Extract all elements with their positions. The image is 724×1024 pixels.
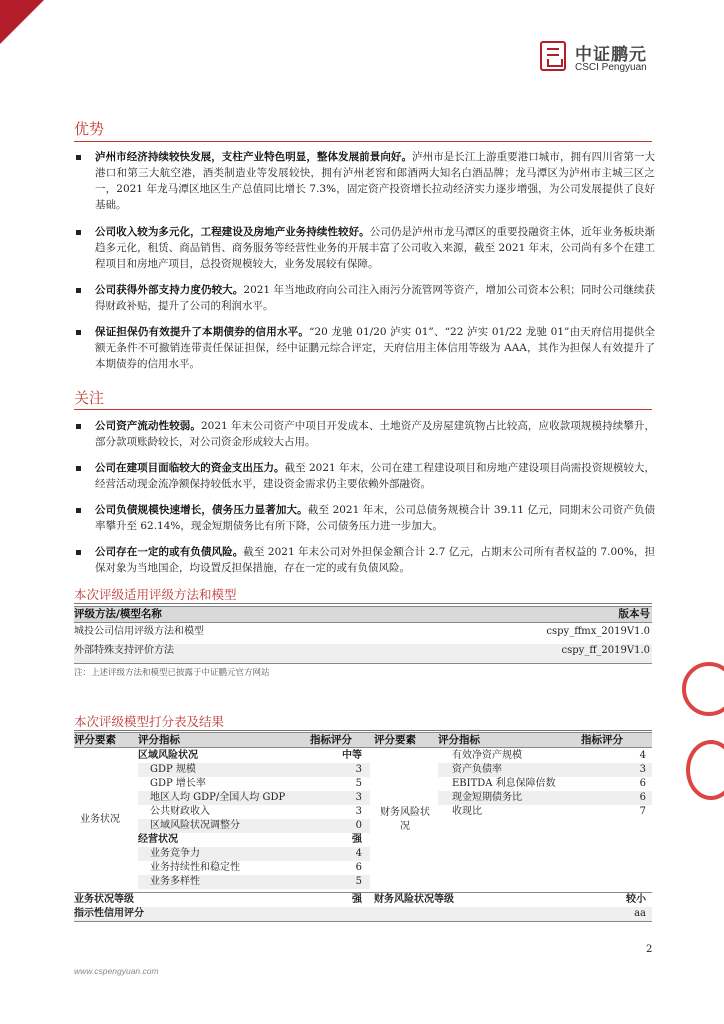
left-indicator: 区域风险状况 bbox=[138, 750, 198, 761]
footer-url: www.cspengyuan.com bbox=[74, 966, 159, 976]
financial-level-value: 较小 bbox=[626, 894, 646, 905]
header-factor-left: 评分要素 bbox=[74, 734, 116, 746]
right-indicator: 有效净资产规模 bbox=[452, 750, 522, 761]
advantage-item-text: “20 龙驰 01/20 泸实 01”、“22 泸实 01/22 龙驰 01”由天府信用提供全额无条件不可撤销连带责任保证担保，经中证鹏元综合评定，天府信用主体信用等级为 AAA，其作为担保人有效提升了本期债券的信用水平。 bbox=[95, 326, 656, 370]
header-indicator-right: 评分指标 bbox=[438, 734, 480, 746]
bullet-icon bbox=[76, 288, 81, 293]
scoring-title-divider bbox=[74, 730, 652, 731]
advantage-item bbox=[95, 224, 655, 272]
left-indicator: 区域风险状况调整分 bbox=[150, 820, 240, 831]
concern-item-heading: 公司在建项目面临较大的资金支出压力。 bbox=[95, 462, 285, 474]
right-score: 4 bbox=[639, 750, 646, 761]
advantage-item bbox=[95, 324, 655, 372]
bullet-icon bbox=[76, 466, 81, 471]
company-logo-icon bbox=[540, 41, 566, 71]
left-score: 强 bbox=[352, 834, 362, 845]
right-indicator: 资产负债率 bbox=[452, 764, 502, 775]
advantage-item bbox=[95, 282, 655, 314]
methods-table-title: 本次评级适用评级方法和模型 bbox=[74, 587, 237, 602]
advantages-title: 优势 bbox=[74, 120, 105, 138]
advantage-item-heading: 保证担保仍有效提升了本期债券的信用水平。 bbox=[95, 326, 310, 338]
right-score: 3 bbox=[639, 764, 646, 775]
concern-item bbox=[95, 502, 655, 534]
right-score: 6 bbox=[639, 778, 646, 789]
left-indicator: 业务竞争力 bbox=[150, 848, 200, 859]
advantage-item-heading: 公司收入较为多元化，工程建设及房地产业务持续性较好。 bbox=[95, 226, 370, 238]
left-score: 0 bbox=[355, 820, 362, 831]
bullet-icon bbox=[76, 155, 81, 160]
indicative-row bbox=[74, 907, 652, 921]
scoring-table-header bbox=[74, 732, 652, 748]
summary-row bbox=[74, 893, 652, 907]
logo-english-name: CSCI Pengyuan bbox=[575, 62, 647, 73]
bullet-icon bbox=[76, 508, 81, 513]
right-score: 6 bbox=[639, 792, 646, 803]
page-number: 2 bbox=[646, 944, 653, 955]
left-score: 3 bbox=[355, 764, 362, 775]
left-score: 6 bbox=[355, 862, 362, 873]
bullet-icon bbox=[76, 330, 81, 335]
methods-header-version: 版本号 bbox=[618, 608, 650, 620]
financial-factor-label: 财务风险状况 bbox=[380, 807, 430, 832]
seal-stamp-icon bbox=[682, 662, 724, 716]
table-row bbox=[74, 644, 652, 663]
advantage-item-heading: 公司获得外部支持力度仍较大。 bbox=[95, 284, 244, 296]
business-level-value: 强 bbox=[352, 894, 362, 905]
concern-item-heading: 公司负债规模快速增长，债务压力显著加大。 bbox=[95, 504, 308, 516]
scoring-table-title: 本次评级模型打分表及结果 bbox=[74, 714, 225, 729]
methods-bottom-rule bbox=[74, 663, 652, 664]
left-indicator: 业务多样性 bbox=[150, 876, 200, 887]
left-indicator: GDP 规模 bbox=[150, 764, 196, 775]
methods-title-divider bbox=[74, 603, 652, 604]
header-indicator-left: 评分指标 bbox=[138, 734, 180, 746]
table-row bbox=[74, 625, 652, 644]
method-name: 外部特殊支持评价方法 bbox=[74, 645, 174, 656]
advantage-item-text: 泸州市是长江上游重要港口城市，拥有四川省第一大港口和第三大航空港，酒类制造业等发展较快，拥有泸州老窖和郎酒两大知名白酒品牌；龙马潭区为泸州市主城三区之一，2021 年龙马潭区地区生产总值同比增长 7.3%，固定资产投资增长拉动经济实力逐步增强，为公司发展提供了良好基础。 bbox=[95, 151, 656, 211]
left-score: 3 bbox=[355, 806, 362, 817]
left-score: 中等 bbox=[342, 750, 362, 761]
method-name: 城投公司信用评级方法和模型 bbox=[74, 626, 204, 637]
left-indicator: 经营状况 bbox=[138, 834, 178, 845]
advantage-item bbox=[95, 149, 655, 213]
advantages-divider bbox=[74, 141, 652, 142]
right-indicator: 收现比 bbox=[452, 806, 482, 817]
indicative-label: 指示性信用评分 bbox=[74, 908, 144, 919]
left-score: 4 bbox=[355, 848, 362, 859]
business-factor-label: 业务状况 bbox=[80, 814, 120, 825]
concern-item-heading: 公司存在一定的或有负债风险。 bbox=[95, 546, 244, 558]
advantage-item-text: 2021 年当地政府向公司注入雨污分流管网等资产，增加公司资本公积；同时公司继续获得财政补贴，提升了公司的利润水平。 bbox=[95, 284, 656, 312]
concern-item-text: 截至 2021 年末，公司总债务规模合计 39.11 亿元，同期末公司资产负债率攀升至 62.14%，现金短期债务比有所下降，公司债务压力进一步加大。 bbox=[95, 504, 656, 532]
seal-stamp-icon bbox=[686, 740, 724, 800]
logo-chinese-name: 中证鹏元 bbox=[575, 45, 647, 65]
business-level-label: 业务状况等级 bbox=[74, 894, 134, 905]
bullet-icon bbox=[76, 230, 81, 235]
header-factor-right: 评分要素 bbox=[374, 734, 416, 746]
right-indicator: EBITDA 利息保障倍数 bbox=[452, 778, 556, 789]
scoring-bottom-rule bbox=[74, 921, 652, 922]
concern-item bbox=[95, 460, 655, 492]
concerns-divider bbox=[74, 409, 652, 410]
left-indicator: 地区人均 GDP/全国人均 GDP bbox=[150, 792, 286, 803]
methods-note: 注：上述评级方法和模型已披露于中证鹏元官方网站 bbox=[74, 668, 270, 678]
left-score: 3 bbox=[355, 792, 362, 803]
methods-table-header bbox=[74, 606, 652, 623]
concern-item-heading: 公司资产流动性较弱。 bbox=[95, 420, 201, 432]
right-indicator: 现金短期债务比 bbox=[452, 792, 522, 803]
method-version: cspy_ffmx_2019V1.0 bbox=[546, 626, 650, 637]
concern-item-text: 2021 年末公司资产中项目开发成本、土地资产及房屋建筑物占比较高，应收款项规模持续攀升，部分款项账龄较长，对公司资金形成较大占用。 bbox=[95, 420, 656, 448]
left-score: 5 bbox=[355, 778, 362, 789]
right-score: 7 bbox=[639, 806, 646, 817]
left-indicator: 公共财政收入 bbox=[150, 806, 210, 817]
concern-item-text: 截至 2021 年末公司对外担保金额合计 2.7 亿元，占期末公司所有者权益的 7.00%，担保对象为当地国企，均设置反担保措施，存在一定的或有负债风险。 bbox=[95, 546, 655, 574]
concerns-title: 关注 bbox=[74, 389, 105, 407]
bullet-icon bbox=[76, 550, 81, 555]
concern-item bbox=[95, 418, 655, 450]
left-indicator: GDP 增长率 bbox=[150, 778, 206, 789]
concern-item bbox=[95, 544, 655, 576]
financial-level-label: 财务风险状况等级 bbox=[374, 894, 454, 905]
corner-decoration bbox=[0, 0, 44, 44]
method-version: cspy_ff_2019V1.0 bbox=[561, 645, 650, 656]
concern-item-text: 截至 2021 年末，公司在建工程建设项目和房地产建设项目尚需投资规模较大，经营活动现金流净额保持较低水平，建设资金需求仍主要依赖外部融资。 bbox=[95, 462, 655, 490]
header-score-right: 指标评分 bbox=[581, 734, 623, 746]
header-score-left: 指标评分 bbox=[310, 734, 352, 746]
methods-header-name: 评级方法/模型名称 bbox=[74, 608, 162, 620]
indicative-value: aa bbox=[634, 908, 646, 919]
bullet-icon bbox=[76, 424, 81, 429]
advantage-item-text: 公司仍是泸州市龙马潭区的重要投融资主体，近年业务板块渐趋多元化，租赁、商品销售、商务服务等经营性业务的开展丰富了公司收入来源，截至 2021 年末，公司尚有多个在建工程项目和房地产项目，总投资规模较大，业务发展较有保障。 bbox=[95, 226, 655, 270]
scoring-body bbox=[74, 749, 652, 892]
left-indicator: 业务持续性和稳定性 bbox=[150, 862, 240, 873]
left-score: 5 bbox=[355, 876, 362, 887]
advantage-item-heading: 泸州市经济持续较快发展，支柱产业特色明显，整体发展前景向好。 bbox=[95, 151, 413, 163]
